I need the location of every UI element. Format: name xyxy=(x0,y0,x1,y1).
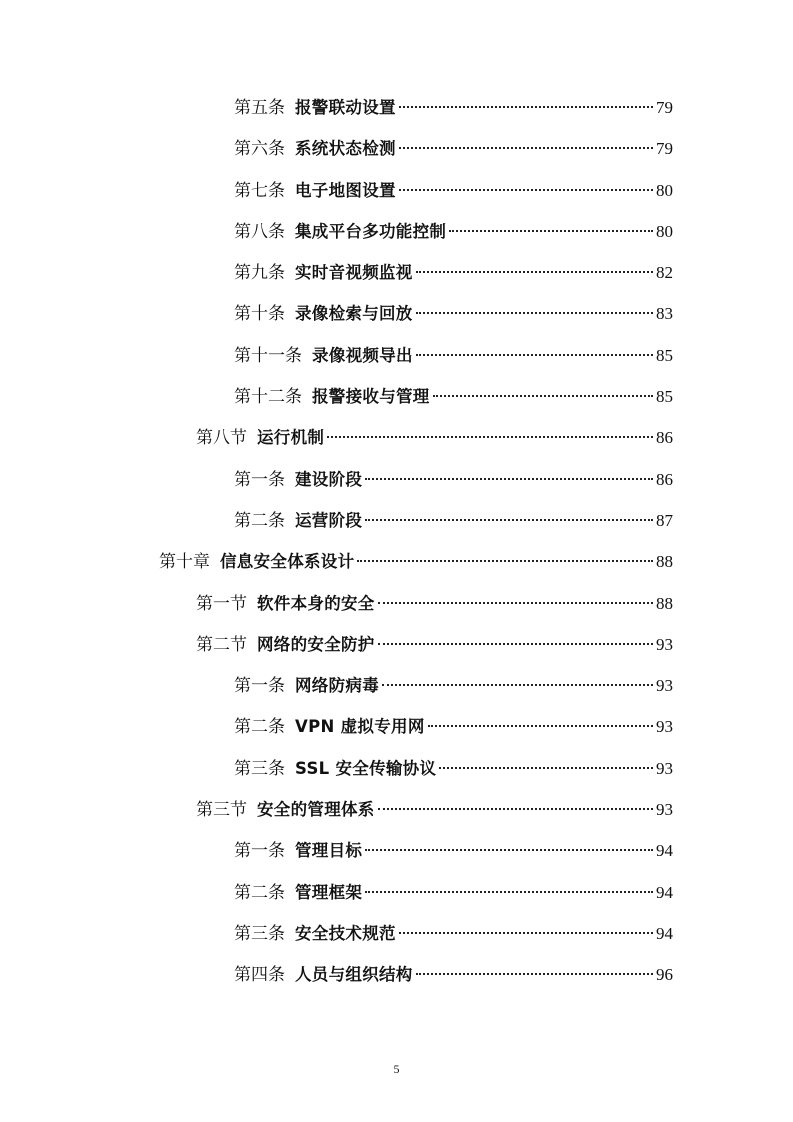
toc-entry-number: 第三节 xyxy=(196,800,247,821)
toc-entry-number: 第十条 xyxy=(234,304,285,325)
dot-leader xyxy=(382,684,653,686)
toc-entry-section[interactable] xyxy=(0,418,793,459)
toc-entry-number: 第五条 xyxy=(234,98,285,118)
toc-entry-article[interactable] xyxy=(0,501,793,542)
toc-entry-line xyxy=(159,550,673,574)
toc-entry-page: 86 xyxy=(656,469,673,489)
toc-entry-section[interactable] xyxy=(0,625,793,666)
toc-entry-page: 93 xyxy=(656,717,673,737)
dot-leader xyxy=(416,354,653,356)
toc-entry-number: 第二节 xyxy=(196,634,247,655)
toc-entry-page: 82 xyxy=(656,263,673,283)
toc-entry-page: 88 xyxy=(656,552,673,572)
toc-entry-number: 第三条 xyxy=(234,758,285,779)
toc-entry-article[interactable] xyxy=(0,955,793,996)
toc-entry-title: 人员与组织结构 xyxy=(295,965,413,985)
toc-entry-number: 第十章 xyxy=(159,552,210,573)
toc-entry-page: 93 xyxy=(656,758,673,778)
toc-entry-article[interactable] xyxy=(0,253,793,294)
toc-entry-title: 集成平台多功能控制 xyxy=(295,221,447,241)
toc-entry-title: 运营阶段 xyxy=(295,510,363,530)
toc-entry-page: 93 xyxy=(656,676,673,696)
toc-entry-page: 88 xyxy=(656,593,673,613)
toc-entry-line xyxy=(234,220,673,244)
toc-entry-line xyxy=(234,344,673,368)
toc-entry-title: 建设阶段 xyxy=(295,469,363,489)
toc-entry-page: 93 xyxy=(656,634,673,654)
toc-entry-line xyxy=(196,633,673,657)
toc-entry-page: 85 xyxy=(656,387,673,407)
toc-entry-article[interactable] xyxy=(0,129,793,170)
toc-entry-page: 94 xyxy=(656,923,673,943)
dot-leader xyxy=(365,519,653,521)
toc-entry-article[interactable] xyxy=(0,88,793,129)
toc-entry-title: 管理框架 xyxy=(295,882,363,902)
toc-entry-line xyxy=(196,798,673,822)
toc-entry-line xyxy=(234,963,673,987)
toc-entry-title: 信息安全体系设计 xyxy=(220,552,355,572)
toc-entry-title: SSL 安全传输协议 xyxy=(295,758,437,778)
toc-entry-article[interactable] xyxy=(0,831,793,872)
toc-entry-title: VPN 虚拟专用网 xyxy=(295,717,425,737)
dot-leader xyxy=(378,602,653,604)
dot-leader xyxy=(428,725,653,727)
toc-entry-line xyxy=(196,426,673,450)
toc-entry-number: 第二条 xyxy=(234,882,285,903)
dot-leader xyxy=(365,478,653,480)
toc-entry-page: 79 xyxy=(656,139,673,159)
toc-entry-title: 电子地图设置 xyxy=(295,180,396,200)
toc-entry-line xyxy=(234,179,673,203)
toc-entry-title: 报警接收与管理 xyxy=(312,387,430,407)
toc-entry-number: 第六条 xyxy=(234,139,285,160)
toc-entry-line xyxy=(234,468,673,492)
page-number: 5 xyxy=(393,1062,400,1076)
toc-entry-line xyxy=(234,137,673,161)
toc-entry-title: 实时音视频监视 xyxy=(295,263,413,283)
toc-entry-line xyxy=(234,715,673,739)
toc-entry-section[interactable] xyxy=(0,790,793,831)
dot-leader xyxy=(365,849,653,851)
toc-entry-line xyxy=(234,922,673,946)
toc-entry-page: 83 xyxy=(656,304,673,324)
dot-leader xyxy=(327,436,653,438)
dot-leader xyxy=(416,973,653,975)
toc-entry-article[interactable] xyxy=(0,336,793,377)
toc-entry-section[interactable] xyxy=(0,584,793,625)
toc-entry-article[interactable] xyxy=(0,294,793,335)
dot-leader xyxy=(416,271,653,273)
toc-entry-title: 网络防病毒 xyxy=(295,676,379,696)
dot-leader xyxy=(449,230,653,232)
toc-entry-number: 第一条 xyxy=(234,469,285,490)
toc-entry-chapter[interactable] xyxy=(0,542,793,583)
toc-entry-title: 录像检索与回放 xyxy=(295,304,413,324)
dot-leader xyxy=(399,932,653,934)
toc-entry-page: 94 xyxy=(656,841,673,861)
toc-entry-article[interactable] xyxy=(0,666,793,707)
toc-entry-title: 网络的安全防护 xyxy=(257,634,375,654)
toc-entry-line xyxy=(234,385,673,409)
toc-entry-number: 第八条 xyxy=(234,221,285,242)
toc-entry-line xyxy=(234,509,673,533)
toc-entry-page: 87 xyxy=(656,510,673,530)
toc-entry-line xyxy=(234,839,673,863)
toc-entry-number: 第九条 xyxy=(234,263,285,284)
toc-entry-page: 79 xyxy=(656,98,673,117)
toc-entry-page: 80 xyxy=(656,180,673,200)
toc-entry-number: 第十二条 xyxy=(234,387,302,408)
toc-entry-article[interactable] xyxy=(0,212,793,253)
toc-entry-number: 第三条 xyxy=(234,923,285,944)
toc-entry-number: 第八节 xyxy=(196,428,247,449)
toc-entry-title: 管理目标 xyxy=(295,841,363,861)
toc-entry-page: 93 xyxy=(656,800,673,820)
toc-entry-title: 系统状态检测 xyxy=(295,139,396,159)
toc-entry-title: 报警联动设置 xyxy=(295,98,396,117)
toc-entry-page: 86 xyxy=(656,428,673,448)
toc-entry-line xyxy=(196,592,673,616)
toc-entry-article[interactable] xyxy=(0,873,793,914)
toc-entry-article[interactable] xyxy=(0,707,793,748)
toc-entry-number: 第一节 xyxy=(196,593,247,614)
toc-entry-page: 94 xyxy=(656,882,673,902)
dot-leader xyxy=(357,560,653,562)
toc-entry-title: 安全的管理体系 xyxy=(257,800,375,820)
dot-leader xyxy=(439,767,653,769)
toc-entry-article[interactable] xyxy=(0,377,793,418)
toc-entry-number: 第二条 xyxy=(234,510,285,531)
toc-entry-title: 运行机制 xyxy=(257,428,325,448)
toc-entry-line xyxy=(234,674,673,698)
table-of-contents xyxy=(0,88,793,997)
toc-entry-number: 第十一条 xyxy=(234,345,302,366)
toc-entry-line xyxy=(234,96,673,120)
toc-entry-line xyxy=(234,261,673,285)
toc-entry-number: 第一条 xyxy=(234,676,285,697)
dot-leader xyxy=(365,891,653,893)
toc-entry-article[interactable] xyxy=(0,749,793,790)
toc-entry-line xyxy=(234,757,673,781)
toc-entry-number: 第二条 xyxy=(234,717,285,738)
dot-leader xyxy=(416,312,653,314)
toc-entry-article[interactable] xyxy=(0,914,793,955)
dot-leader xyxy=(378,808,653,810)
toc-entry-article[interactable] xyxy=(0,460,793,501)
toc-entry-number: 第四条 xyxy=(234,965,285,986)
toc-entry-title: 录像视频导出 xyxy=(312,345,413,365)
toc-entry-page: 96 xyxy=(656,965,673,985)
dot-leader xyxy=(399,189,653,191)
toc-entry-line xyxy=(234,881,673,905)
toc-entry-number: 第一条 xyxy=(234,841,285,862)
toc-entry-number: 第七条 xyxy=(234,180,285,201)
dot-leader xyxy=(378,643,653,645)
toc-entry-title: 安全技术规范 xyxy=(295,923,396,943)
toc-entry-page: 85 xyxy=(656,345,673,365)
toc-entry-line xyxy=(234,302,673,326)
dot-leader xyxy=(433,395,653,397)
dot-leader xyxy=(399,106,653,108)
toc-entry-page: 80 xyxy=(656,221,673,241)
dot-leader xyxy=(399,147,653,149)
toc-entry-title: 软件本身的安全 xyxy=(257,593,375,613)
toc-entry-article[interactable] xyxy=(0,171,793,212)
